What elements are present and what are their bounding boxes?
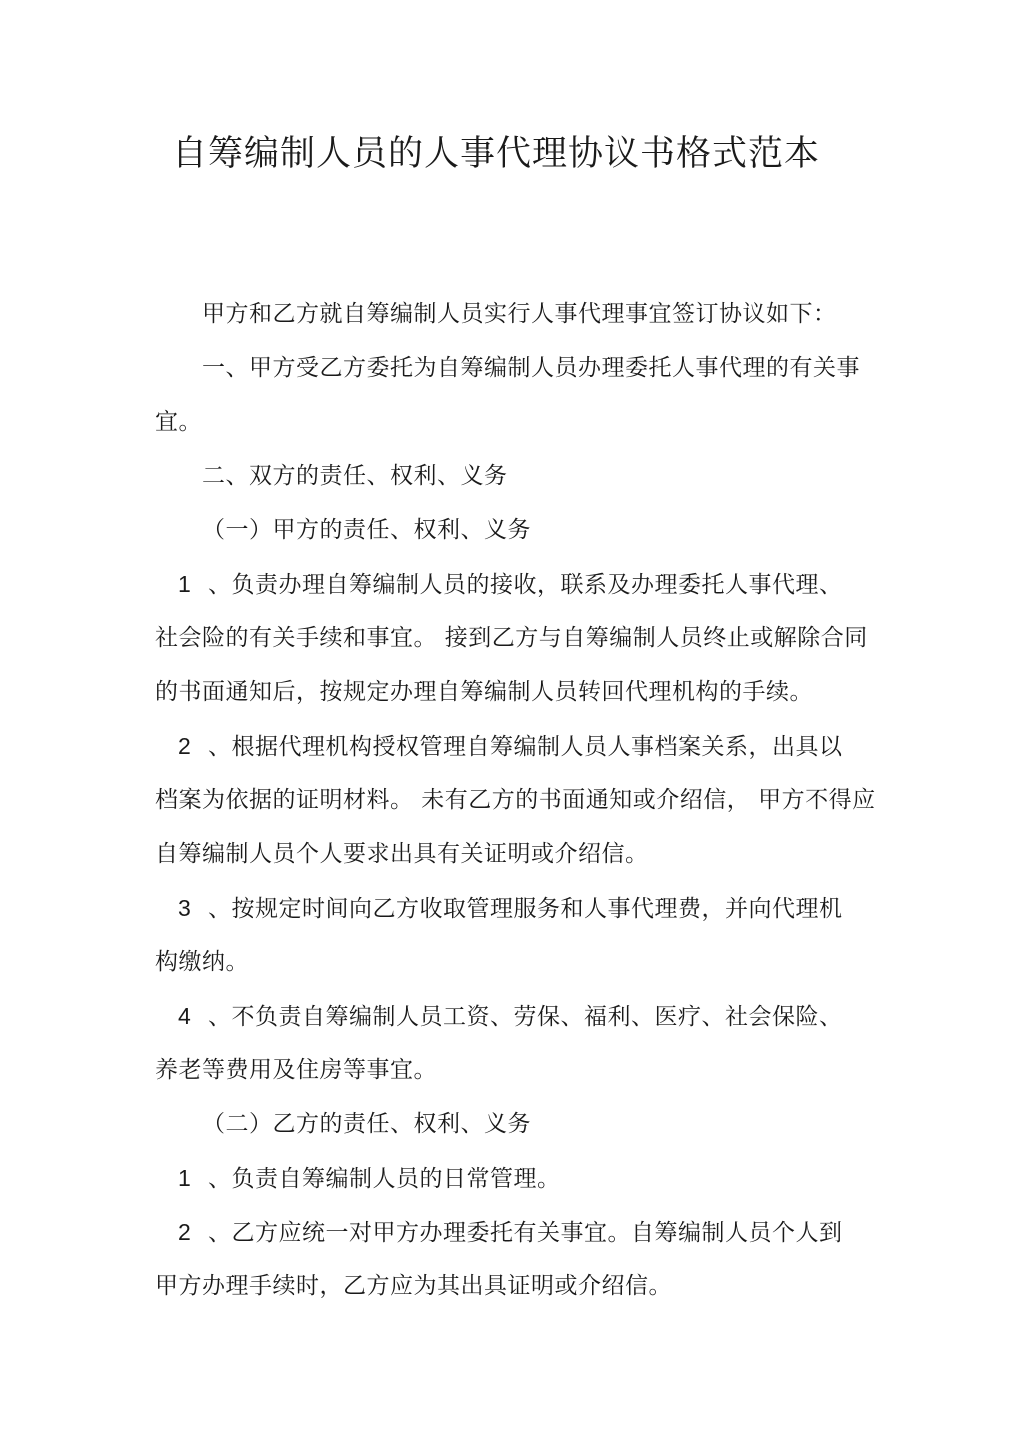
text-line: 甲方办理手续时，乙方应为其出具证明或介绍信。 — [155, 1273, 672, 1299]
item-text: 、乙方应统一对甲方办理委托有关事宜。自筹编制人员个人到 — [208, 1220, 843, 1246]
item-number: 4 — [178, 1003, 192, 1029]
text-line: 社会险的有关手续和事宜。 接到乙方与自筹编制人员终止或解除合同 — [155, 625, 868, 651]
item-number: 1 — [178, 1165, 192, 1191]
numbered-item — [178, 1216, 843, 1249]
item-text: 、负责自筹编制人员的日常管理。 — [208, 1166, 561, 1192]
item-number: 2 — [178, 733, 192, 759]
text-line: 甲方和乙方就自筹编制人员实行人事代理事宜签订协议如下： — [202, 301, 837, 327]
subsection-heading: （二）乙方的责任、权利、义务 — [202, 1111, 531, 1137]
text-line: 宜。 — [155, 409, 202, 435]
numbered-item — [178, 730, 843, 763]
text-line: 自筹编制人员个人要求出具有关证明或介绍信。 — [155, 841, 649, 867]
item-text: 、负责办理自筹编制人员的接收，联系及办理委托人事代理、 — [208, 572, 843, 598]
text-line: 档案为依据的证明材料。 未有乙方的书面通知或介绍信， 甲方不得应 — [155, 787, 876, 813]
text-line: 一、甲方受乙方委托为自筹编制人员办理委托人事代理的有关事 — [202, 355, 860, 381]
item-text: 、根据代理机构授权管理自筹编制人员人事档案关系，出具以 — [208, 734, 843, 760]
numbered-item — [178, 892, 843, 925]
section-heading: 二、双方的责任、权利、义务 — [202, 463, 508, 489]
text-line: 构缴纳。 — [155, 949, 249, 975]
item-text: 、按规定时间向乙方收取管理服务和人事代理费，并向代理机 — [208, 896, 843, 922]
text-line: 养老等费用及住房等事宜。 — [155, 1057, 437, 1083]
item-number: 2 — [178, 1219, 192, 1245]
numbered-item — [178, 1000, 843, 1033]
text-line: 的书面通知后，按规定办理自筹编制人员转回代理机构的手续。 — [155, 679, 813, 705]
item-number: 3 — [178, 895, 192, 921]
item-text: 、不负责自筹编制人员工资、劳保、福利、医疗、社会保险、 — [208, 1004, 843, 1030]
numbered-item — [178, 568, 843, 601]
item-number: 1 — [178, 571, 192, 597]
document-title: 自筹编制人员的人事代理协议书格式范本 — [172, 134, 821, 174]
subsection-heading: （一）甲方的责任、权利、义务 — [202, 517, 531, 543]
numbered-item — [178, 1162, 561, 1195]
